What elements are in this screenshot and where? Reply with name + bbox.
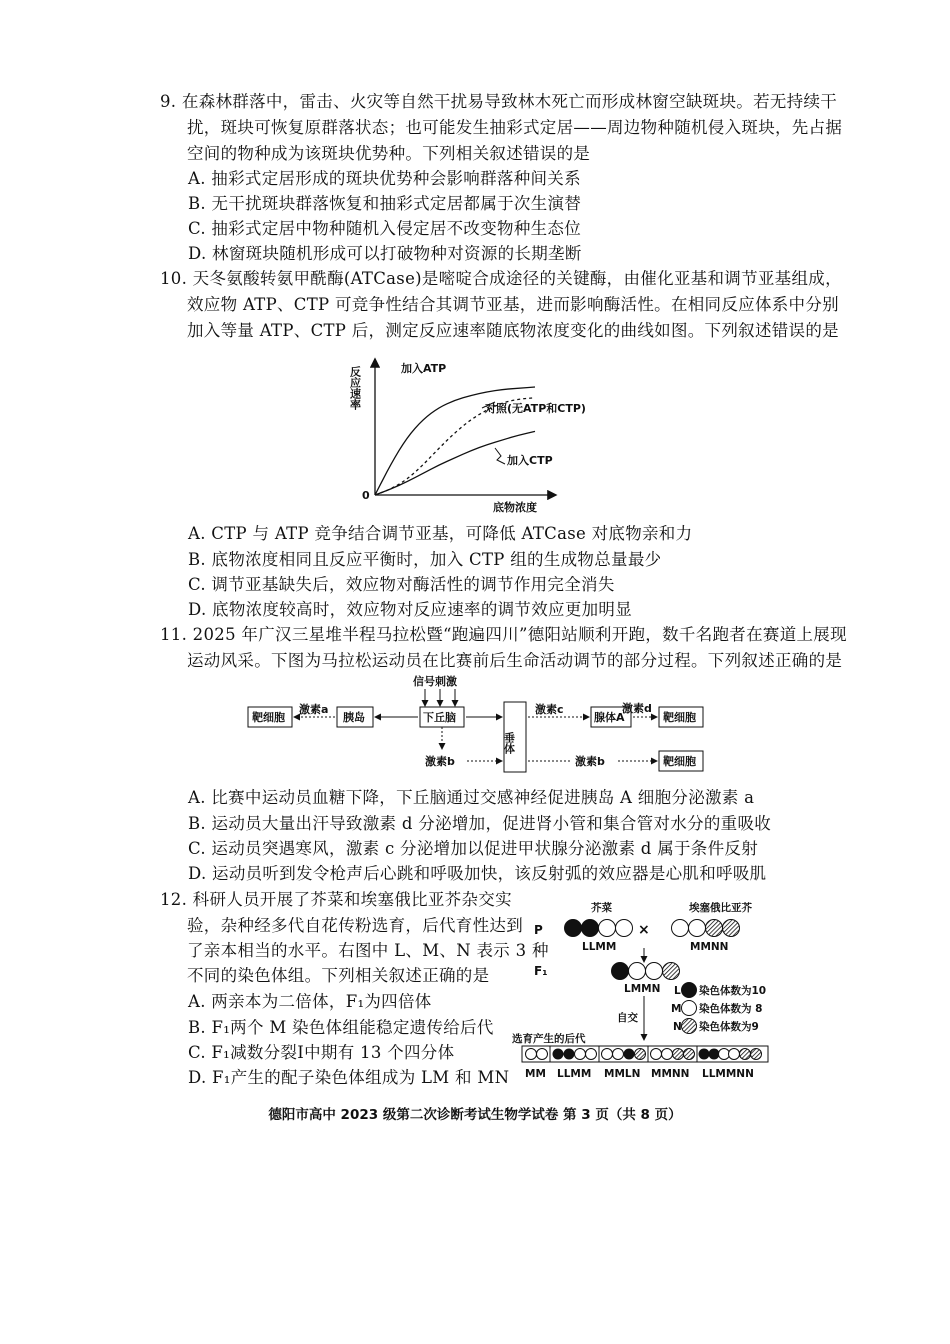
legend-l-text: 染色体数为10 [699, 985, 767, 997]
hormone-a-label: 激素a [299, 703, 329, 716]
offspring-title: 选育产生的后代 [512, 1033, 586, 1045]
signal-label: 信号刺激 [413, 675, 457, 688]
offspring-llmm: LLMM [557, 1068, 592, 1080]
selfing-label: 自交 [617, 1012, 638, 1024]
mustard-label: 芥菜 [591, 902, 612, 914]
target-cell-2: 靶细胞 [663, 711, 696, 724]
f1-genotype: LMMN [624, 983, 661, 995]
q10-option-c: C. 调节亚基缺失后，效应物对酶活性的调节作用完全消失 [188, 575, 615, 594]
hypothalamus-label: 下丘脑 [423, 711, 456, 724]
q9-stem-line3: 空间的物种成为该斑块优势种。下列相关叙述错误的是 [187, 144, 591, 163]
legend-m-text: 染色体数为 8 [699, 1003, 763, 1015]
q9-stem-line2: 扰，斑块可恢复原群落状态；也可能发生抽彩式定居——周边物种随机侵入斑块，先占据 [187, 118, 843, 137]
q12-option-d: D. F₁产生的配子染色体组成为 LM 和 MN [188, 1068, 510, 1087]
legend-n-text: 染色体数为9 [699, 1021, 759, 1033]
series-label-ctp: 加入CTP [507, 454, 553, 467]
q9-option-a: A. 抽彩式定居形成的斑块优势种会影响群落种间关系 [188, 169, 581, 188]
pancreas-label: 胰岛 [343, 711, 365, 724]
offspring-mm: MM [525, 1068, 546, 1080]
offspring-mmln: MMLN [604, 1068, 641, 1080]
offspring-llmmnn: LLMMNN [702, 1068, 754, 1080]
pituitary-label: 垂体 [502, 732, 516, 754]
q12-stem-line1: 12. 科研人员开展了芥菜和埃塞俄比亚芥杂交实 [160, 890, 512, 909]
p-label: P [534, 923, 543, 937]
q12-option-a: A. 两亲本为二倍体，F₁为四倍体 [188, 992, 432, 1011]
q12-stem-line4: 不同的染色体组。下列相关叙述正确的是 [187, 966, 490, 985]
reaction-rate-chart [345, 350, 585, 520]
q12-option-c: C. F₁减数分裂Ⅰ中期有 13 个四分体 [188, 1043, 455, 1062]
hormone-regulation-diagram [245, 672, 715, 780]
ethiopian-mustard-label: 埃塞俄比亚芥 [689, 902, 752, 914]
q10-option-d: D. 底物浓度较高时，效应物对反应速率的调节效应更加明显 [188, 600, 633, 619]
q11-option-c: C. 运动员突遇寒风，激素 c 分泌增加以促进甲状腺分泌激素 d 属于条件反射 [188, 839, 759, 858]
q11-stem-line1: 11. 2025 年广汉三星堆半程马拉松暨“跑遍四川”德阳站顺利开跑，数千名跑者在赛道上展现 [160, 625, 847, 644]
q10-stem-line2: 效应物 ATP、CTP 可竞争性结合其调节亚基，进而影响酶活性。在相同反应体系中分别 [187, 295, 839, 314]
q10-option-b: B. 底物浓度相同且反应平衡时，加入 CTP 组的生成物总量最少 [188, 550, 662, 569]
q12-stem-line2: 验，杂种经多代自花传粉选育，后代育性达到 [187, 916, 523, 935]
hormone-c-label: 激素c [535, 703, 564, 716]
p1-genotype: LLMM [582, 941, 617, 953]
offspring-mmnn: MMNN [651, 1068, 690, 1080]
q11-option-d: D. 运动员听到发令枪声后心跳和呼吸加快，该反射弧的效应器是心肌和呼吸肌 [188, 864, 767, 883]
q10-stem-line3: 加入等量 ATP、CTP 后，测定反应速率随底物浓度变化的曲线如图。下列叙述错误的是 [187, 321, 839, 340]
q9-option-b: B. 无干扰斑块群落恢复和抽彩式定居都属于次生演替 [188, 194, 582, 213]
chromosome-cross-diagram [512, 898, 780, 1083]
p2-chromosome-sets [672, 920, 740, 937]
target-cell-1: 靶细胞 [252, 711, 285, 724]
gland-a-label: 腺体A [594, 711, 625, 724]
series-label-control: 对照(无ATP和CTP) [485, 402, 586, 415]
f1-chromosome-sets [612, 963, 680, 980]
q12-stem-line3: 了亲本相当的水平。右图中 L、M、N 表示 3 种 [187, 941, 549, 960]
p1-chromosome-sets [565, 920, 633, 937]
hormone-b-label-2: 激素b [575, 755, 605, 768]
legend-n-letter: N [673, 1021, 682, 1033]
p2-genotype: MMNN [690, 941, 729, 953]
hormone-d-label: 激素d [622, 702, 652, 715]
target-cell-3: 靶细胞 [663, 755, 696, 768]
legend-n-swatch [682, 1019, 697, 1034]
q12-option-b: B. F₁两个 M 染色体组能稳定遗传给后代 [188, 1018, 494, 1037]
legend-m-letter: M [671, 1003, 682, 1015]
y-axis-label: 反应速率 [348, 366, 362, 410]
legend-m-swatch [682, 1001, 697, 1016]
legend-l-swatch [682, 983, 697, 998]
f1-label: F₁ [534, 964, 548, 978]
q11-option-b: B. 运动员大量出汗导致激素 d 分泌增加，促进肾小管和集合管对水分的重吸收 [188, 814, 772, 833]
hormone-b-label: 激素b [425, 755, 455, 768]
q9-stem-line1: 9. 在森林群落中，雷击、火灾等自然干扰易导致林木死亡而形成林窗空缺斑块。若无持续干 [160, 92, 838, 111]
q11-stem-line2: 运动风采。下图为马拉松运动员在比赛前后生命活动调节的部分过程。下列叙述正确的是 [187, 651, 843, 670]
series-label-atp: 加入ATP [401, 362, 447, 375]
label-pointer-ctp [495, 448, 505, 464]
q9-option-d: D. 林窗斑块随机形成可以打破物种对资源的长期垄断 [188, 244, 582, 263]
offspring-chromosome-row [526, 1046, 762, 1062]
page-footer: 德阳市高中 2023 级第二次诊断考试生物学试卷 第 3 页（共 8 页） [268, 1107, 682, 1123]
origin-label: 0 [362, 489, 370, 502]
cross-symbol: × [638, 922, 650, 938]
q9-option-c: C. 抽彩式定居中物种随机入侵定居不改变物种生态位 [188, 219, 582, 238]
q10-stem-line1: 10. 天冬氨酸转氨甲酰酶(ATCase)是嘧啶合成途径的关键酶，由催化亚基和调节亚基组成， [160, 269, 842, 288]
q10-option-a: A. CTP 与 ATP 竞争结合调节亚基，可降低 ATCase 对底物亲和力 [188, 524, 693, 543]
q11-option-a: A. 比赛中运动员血糖下降，下丘脑通过交感神经促进胰岛 A 细胞分泌激素 a [188, 788, 755, 807]
legend-l-letter: L [674, 985, 681, 997]
x-axis-label: 底物浓度 [493, 501, 537, 514]
